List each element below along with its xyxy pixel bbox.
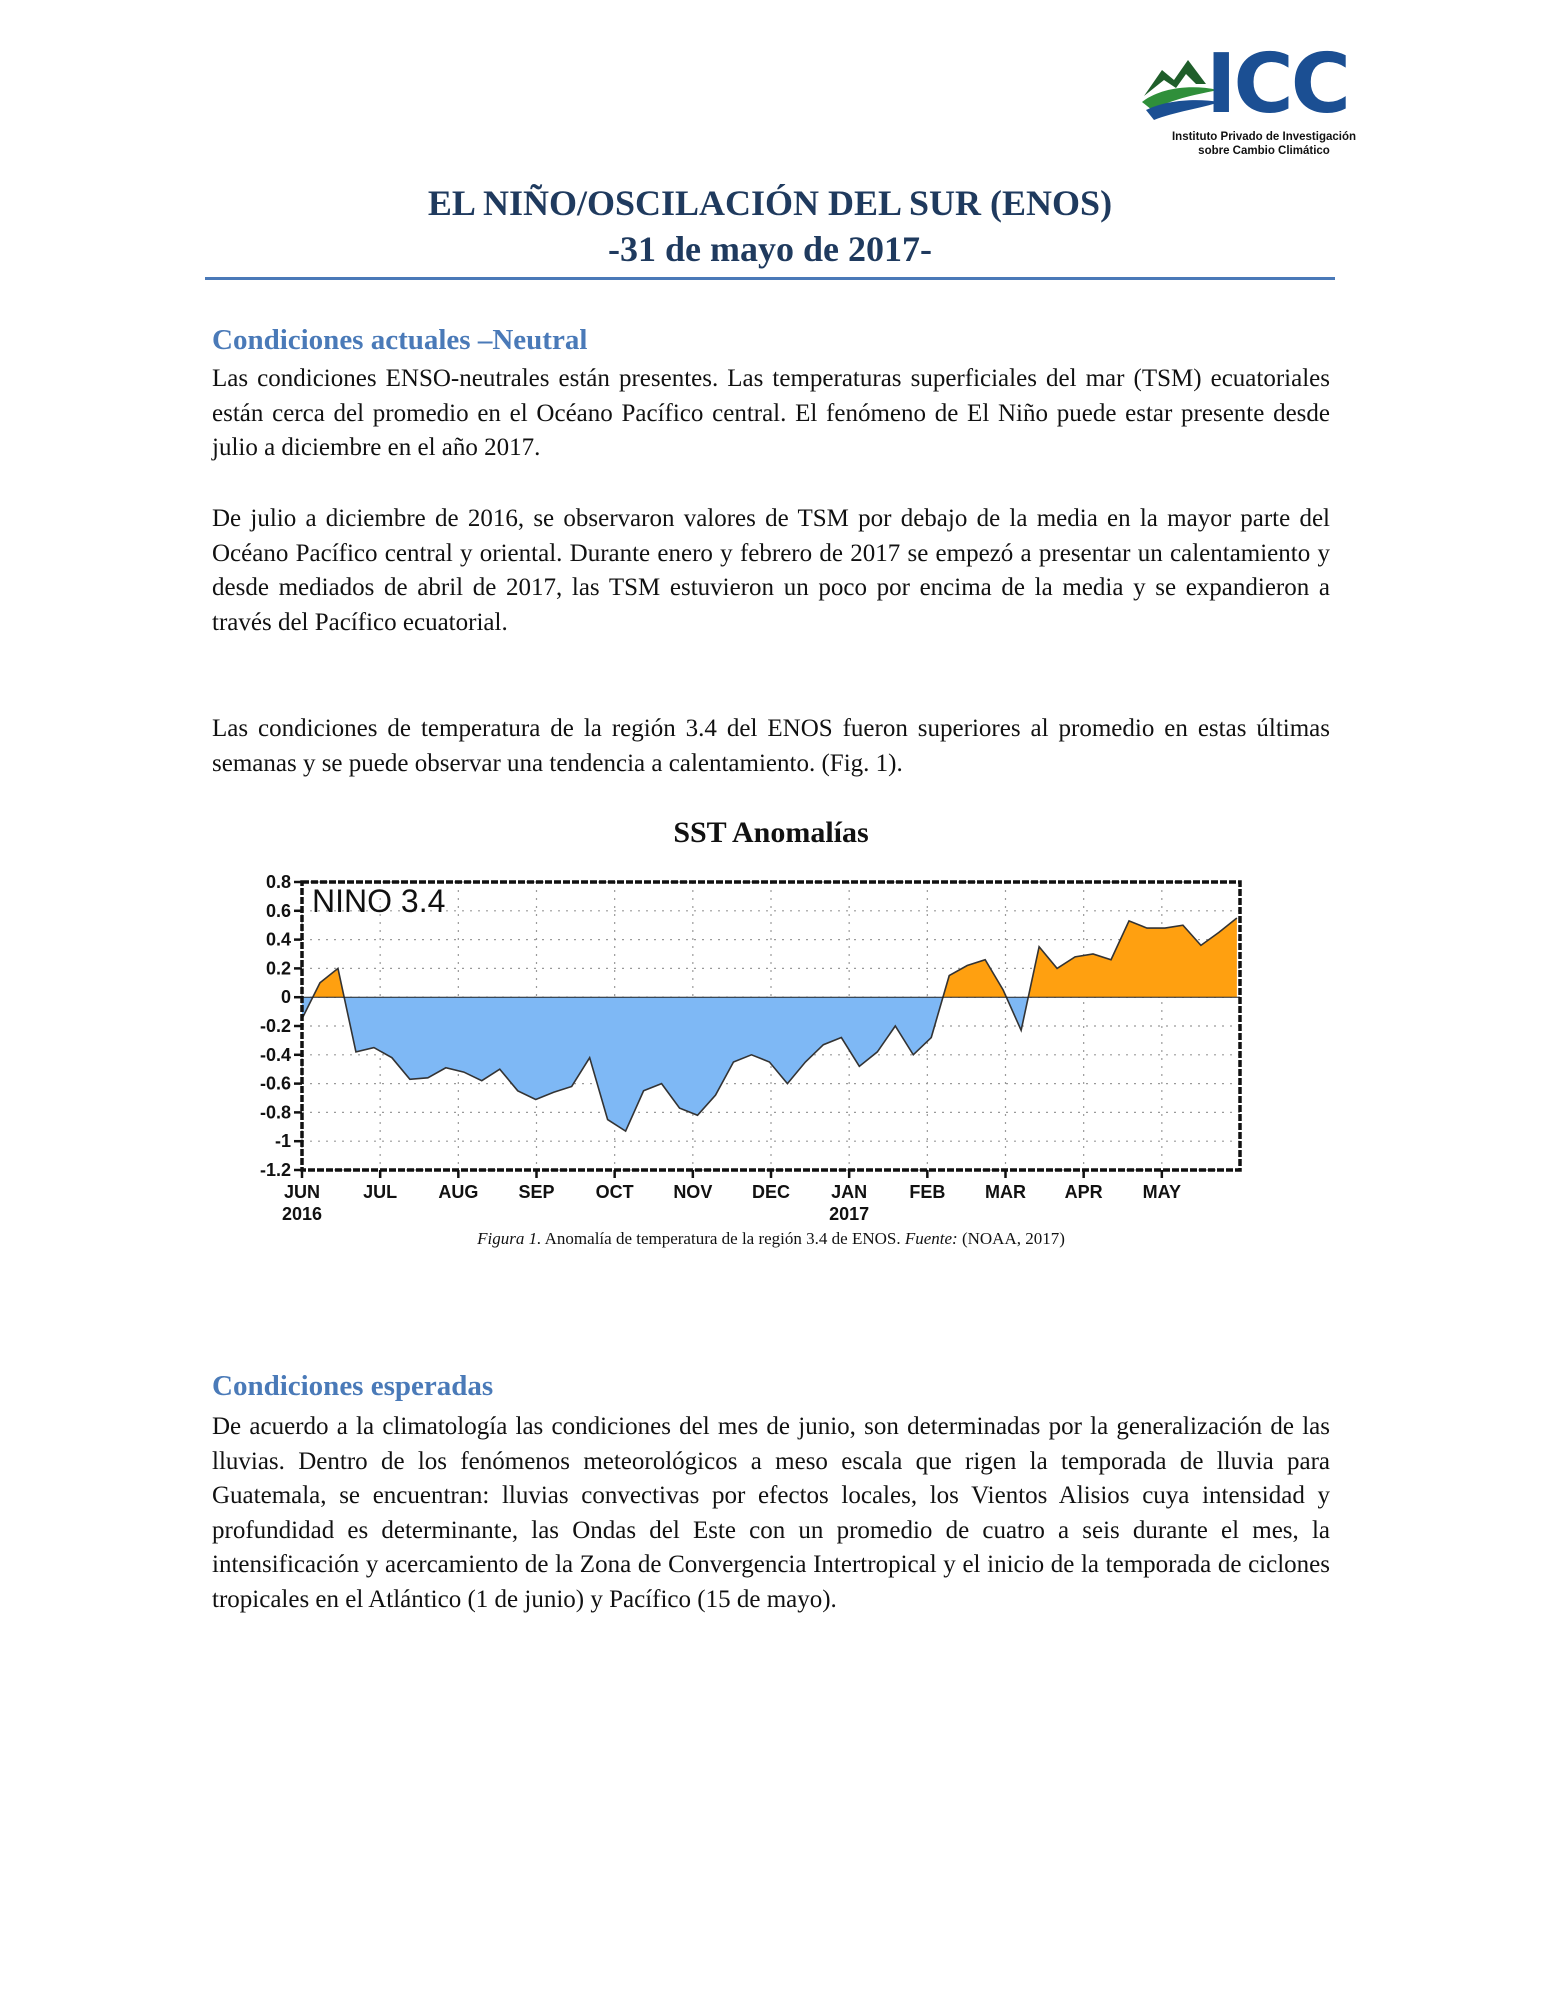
x-tick-label-11: MAY	[1142, 1182, 1182, 1202]
y-tick-label-4: 0	[280, 987, 291, 1008]
y-tick-label-3: 0.2	[265, 958, 291, 979]
x-tick-label-5: NOV	[673, 1182, 713, 1202]
logo-wordmark: ICC	[1206, 37, 1348, 132]
title-line1: EL NIÑO/OSCILACIÓN DEL SUR (ENOS)	[427, 183, 1113, 223]
y-tick-label-2: 0.4	[265, 929, 291, 950]
x-tick-label-9: MAR	[985, 1182, 1026, 1202]
icc-logo	[1140, 37, 1380, 162]
figure-caption	[212, 1228, 1330, 1250]
x-tick-label-0: JUN	[283, 1182, 321, 1202]
logo-subtitle	[1148, 130, 1380, 158]
chart-y-ticks	[260, 872, 302, 1180]
y-tick-label-9: -1	[274, 1131, 291, 1152]
x-tick-label-1: JUL	[363, 1182, 398, 1202]
negative-anomaly-area	[302, 918, 1237, 1131]
figure-title: SST Anomalías	[673, 816, 869, 849]
x-tick-label-2: AUG	[438, 1182, 479, 1202]
caption-source: (NOAA, 2017)	[957, 1229, 1065, 1248]
section-heading-current: Condiciones actuales –Neutral	[212, 324, 588, 356]
caption-text: Anomalía de temperatura de la región 3.4 de ENOS.	[541, 1229, 905, 1248]
y-tick-label-1: 0.6	[265, 900, 291, 921]
x-tick-year-7: 2017	[829, 1204, 870, 1222]
caption-source-label: Fuente:	[904, 1229, 958, 1248]
x-tick-label-4: OCT	[595, 1182, 634, 1202]
sst-anomaly-chart	[240, 862, 1260, 1222]
y-tick-label-8: -0.8	[259, 1102, 291, 1123]
x-tick-label-3: SEP	[518, 1182, 555, 1202]
y-tick-label-0: 0.8	[265, 872, 291, 892]
paragraph-2: De julio a diciembre de 2016, se observaron valores de TSM por debajo de la media en la mayor parte del Océano Pacífico central y oriental. Durante enero y febrero de 2017 se empezó a presentar un calentamiento y desde mediados de abril de 2017, las TSM estuvieron un poco por encima de la media y se expandieron a través del Pacífico ecuatorial.	[212, 505, 1330, 636]
paragraph-3: Las condiciones de temperatura de la región 3.4 del ENOS fueron superiores al promedio en estas últimas semanas y se puede observar una tendencia a calentamiento. (Fig. 1).	[212, 715, 1330, 777]
y-tick-label-7: -0.6	[259, 1073, 291, 1094]
x-tick-label-7: JAN	[831, 1182, 868, 1202]
chart-annotation: NINO 3.4	[312, 883, 446, 919]
paragraph-4: De acuerdo a la climatología las condiciones del mes de junio, son determinadas por la generalización de las lluvias. Dentro de los fenómenos meteorológicos a meso escala que rigen la temporada de lluvia para Guatemala, se encuentran: lluvias convectivas por efectos locales, los Vientos Alisios cuya intensidad y profundidad es determinante, las Ondas del Este con un promedio de cuatro a seis durante el mes, la intensificación y acercamiento de la Zona de Convergencia Intertropical y el inicio de la temporada de ciclones tropicales en el Atlántico (1 de junio) y Pacífico (15 de mayo).	[212, 1413, 1330, 1613]
section-heading-expected: Condiciones esperadas	[212, 1370, 494, 1402]
logo-subtitle-line1: Instituto Privado de Investigación	[1171, 131, 1357, 143]
x-tick-year-0: 2016	[281, 1204, 323, 1222]
x-tick-label-10: APR	[1064, 1182, 1103, 1202]
y-tick-label-10: -1.2	[259, 1160, 291, 1180]
caption-label: Figura 1.	[477, 1229, 542, 1248]
document-title	[205, 180, 1335, 272]
title-date: -31 de mayo de 2017-	[608, 229, 932, 269]
title-divider	[205, 277, 1335, 280]
y-tick-label-6: -0.4	[259, 1044, 291, 1065]
paragraph-1: Las condiciones ENSO-neutrales están presentes. Las temperaturas superficiales del mar (TSM) ecuatoriales están cerca del promedio en el Océano Pacífico central. El fenómeno de El Niño puede estar presente desde julio a diciembre en el año 2017.	[212, 365, 1330, 461]
y-tick-label-5: -0.2	[259, 1016, 291, 1036]
chart-x-ticks	[282, 1170, 1181, 1222]
x-tick-label-6: DEC	[751, 1182, 791, 1202]
x-tick-label-8: FEB	[909, 1182, 946, 1202]
logo-subtitle-line2: sobre Cambio Climático	[1198, 145, 1330, 157]
